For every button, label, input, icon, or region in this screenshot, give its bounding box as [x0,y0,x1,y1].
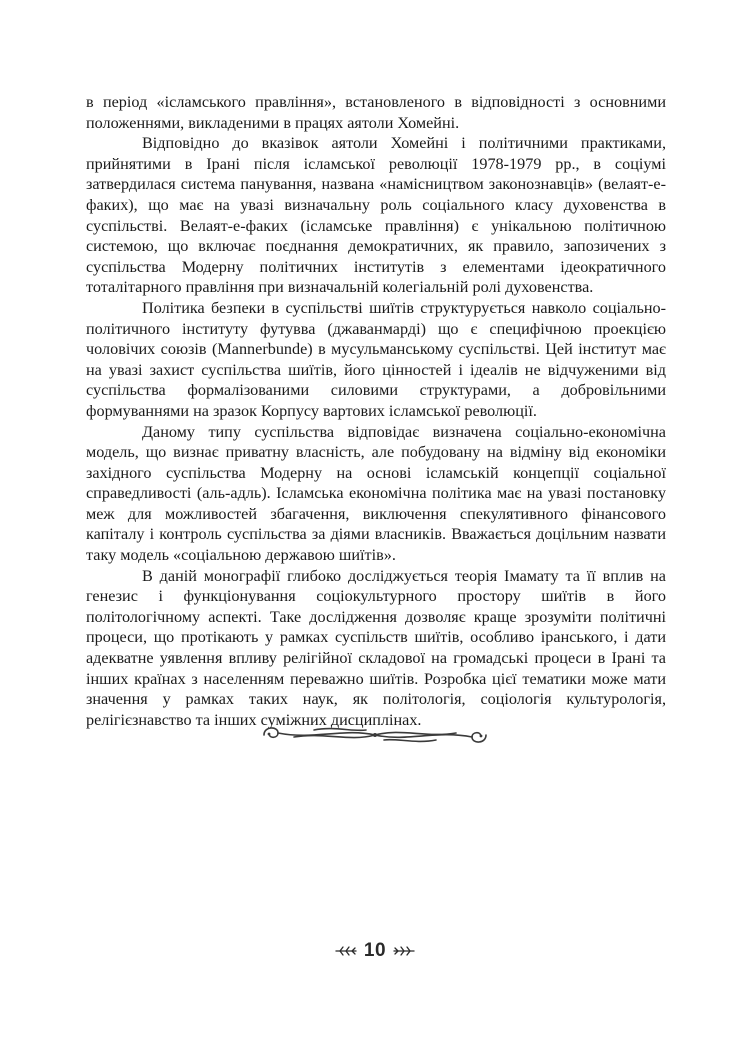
page-body [86,92,666,730]
paragraph-4: Даному типу суспільства відповідає визначена соціально-економічна модель, що визнає приватну власність, але побудовану на відміну від економіки західного суспільства Модерну на основі ісламській концепції соціальної справедливості (аль-адль). Ісламська економічна політика має на увазі постановку меж для можливостей збагачення, виключення спекулятивного фінансового капіталу і контроль суспільства за діями власників. Вважається доцільним назвати таку модель «соціальною державою шиїтів». [86,422,666,565]
leaf-flourish-icon [334,945,358,957]
paragraph-1: в період «ісламського правління», встановленого в відповідності з основними положеннями, викладеними в працях аятоли Хомейні. [86,93,666,132]
page-number: 10 [363,940,387,961]
page-footer [0,940,750,962]
paragraph-5: В даній монографії глибоко досліджується теорія Імамату та її вплив на генезис і функціонування соціокультурного простору шиїтів в його політологічному аспекті. Таке дослідження дозволяє краще зрозуміти політичні процеси, що протікають у рамках суспільств шиїтів, особливо іранського, і дати адекватне уявлення впливу релігійної складової на громадські процеси в Ірані та інших країнах з населенням переважно шиїтів. Розробка цієї тематики може мати значення у рамках таких наук, як політологія, соціологія культурологія, релігієзнавство та інших суміжних дисциплінах. [86,566,666,729]
scroll-flourish-divider-icon [254,722,496,748]
paragraph-2: Відповідно до вказівок аятоли Хомейні і політичними практиками, прийнятими в Ірані після ісламської революції 1978-1979 рр., в соціумі затвердилася система панування, названа «намісництвом законознавців» (велаят-е-факих), що має на увазі визначальну роль соціального класу духовенства в суспільстві. Велаят-е-факих (ісламське правління) є унікальною політичною системою, що включає поєднання демократичних, як правило, запозичених з суспільства Модерну політичних інститутів з елементами ідеократичного тоталітарного правління при визначальній колегіальній ролі духовенства. [86,134,666,297]
leaf-flourish-icon [392,945,416,957]
paragraph-3: Політика безпеки в суспільстві шиїтів структурується навколо соціально-політичного інституту футувва (джаванмарді) що є специфічною проекцією чоловічих союзів (Mannerbunde) в мусульманському суспільстві. Цей інститут має на увазі захист суспільства шиїтів, його цінностей і ідеалів не відчуженими від суспільства формалізованими силовими структурами, а добровільними формуваннями на зразок Корпусу вартових ісламської революції. [86,298,666,420]
